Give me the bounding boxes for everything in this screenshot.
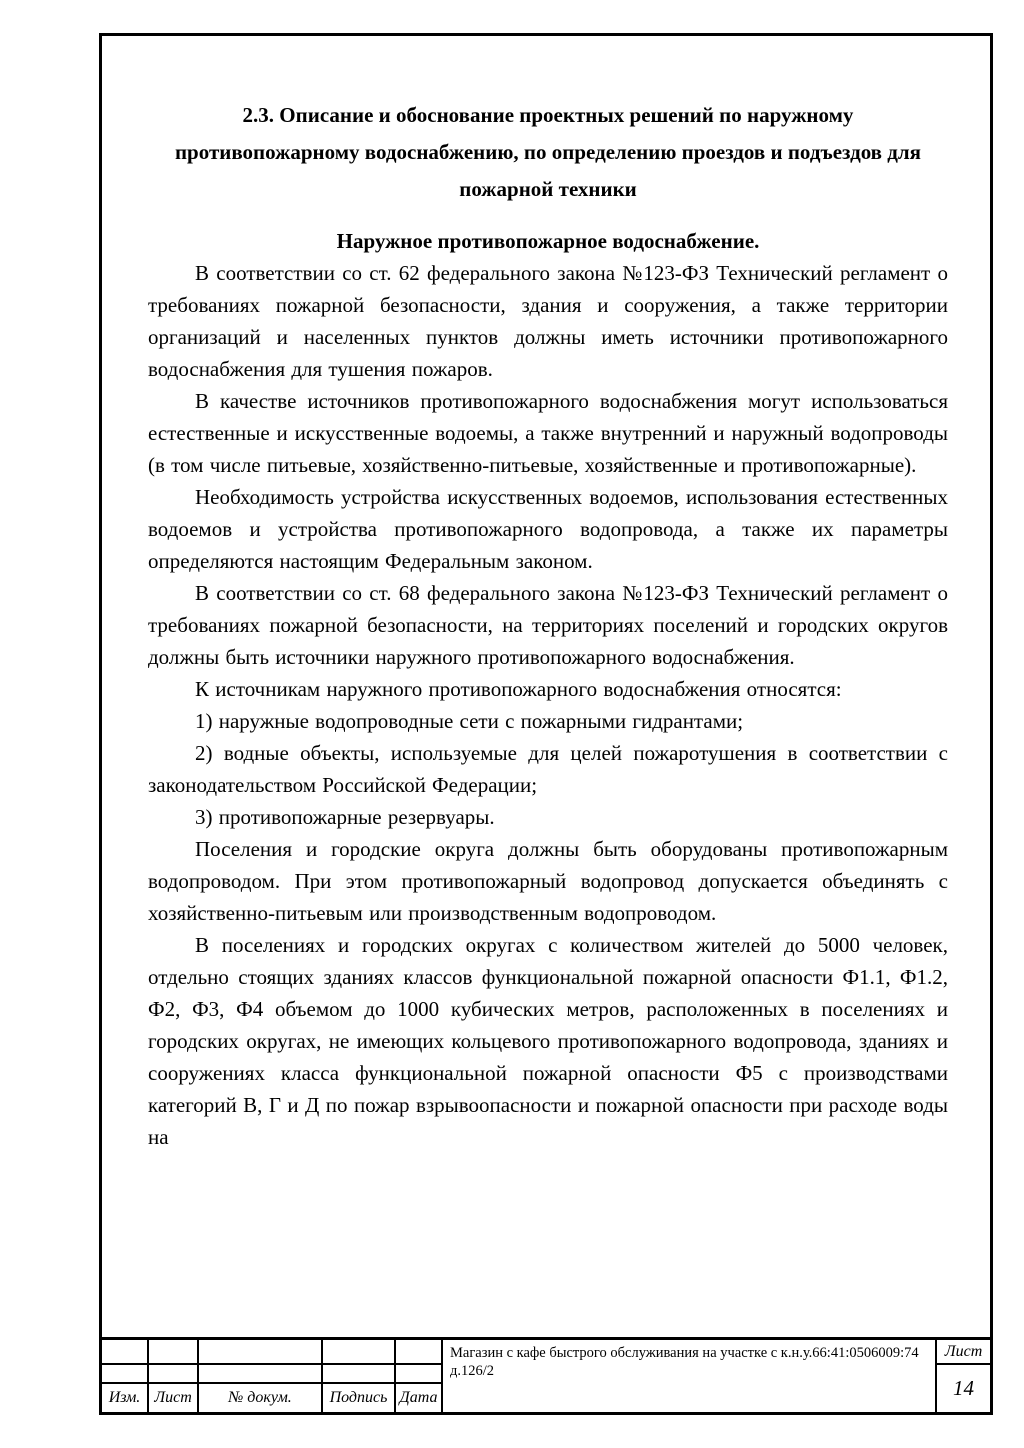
paragraph: В качестве источников противопожарного водоснабжения могут использоваться естественные и искусственные водоемы, а также внутренний и наружный водопроводы (в том числе питьевые, хозяйственно-питьевые, хозяйственные и противопожарные). bbox=[148, 389, 948, 477]
titleblock-empty-cell bbox=[323, 1365, 396, 1384]
title-block bbox=[102, 1337, 990, 1412]
paragraph: Поселения и городские округа должны быть оборудованы противопожарным водопроводом. При этом противопожарный водопровод допускается объединять с хозяйственно-питьевым или производственным водопроводом. bbox=[148, 837, 948, 925]
body-text bbox=[148, 257, 948, 1153]
titleblock-empty-cell bbox=[199, 1340, 323, 1365]
titleblock-empty-cell bbox=[199, 1365, 323, 1384]
titleblock-empty-cell bbox=[396, 1365, 443, 1384]
titleblock-label-podpis: Подпись bbox=[323, 1384, 396, 1412]
list-item: 3) противопожарные резервуары. bbox=[195, 805, 495, 829]
titleblock-empty-cell bbox=[149, 1365, 199, 1384]
titleblock-empty-cell bbox=[102, 1365, 149, 1384]
paragraph: К источникам наружного противопожарного водоснабжения относятся: bbox=[195, 677, 842, 701]
titleblock-empty-cell bbox=[396, 1340, 443, 1365]
page-frame bbox=[99, 33, 993, 1415]
paragraph: Необходимость устройства искусственных водоемов, использования естественных водоемов и устройства противопожарного водопровода, а также их параметры определяются настоящим Федеральным законом. bbox=[148, 485, 948, 573]
titleblock-label-ndokum: № докум. bbox=[199, 1384, 323, 1412]
sheet-number: 14 bbox=[953, 1376, 974, 1400]
list-item: 1) наружные водопроводные сети с пожарными гидрантами; bbox=[195, 709, 744, 733]
list-item: 2) водные объекты, используемые для целей пожаротушения в соответствии с законодательством Российской Федерации; bbox=[148, 741, 948, 797]
titleblock-empty-cell bbox=[323, 1340, 396, 1365]
paragraph: В соответствии со ст. 62 федерального закона №123-ФЗ Технический регламент о требованиях пожарной безопасности, здания и сооружения, а также территории организаций и населенных пунктов должны иметь источники противопожарного водоснабжения для тушения пожаров. bbox=[148, 261, 948, 381]
section-title: 2.3. Описание и обоснование проектных решений по наружному противопожарному водоснабжению, по определению проездов и подъездов для пожарной техники bbox=[174, 103, 922, 201]
titleblock-label-izm: Изм. bbox=[102, 1384, 149, 1412]
subtitle: Наружное противопожарное водоснабжение. bbox=[336, 229, 760, 253]
titleblock-document-title: Магазин с кафе быстрого обслуживания на участке с к.н.у.66:41:0506009:74 д.126/2 bbox=[443, 1340, 937, 1412]
titleblock-label-data: Дата bbox=[396, 1384, 443, 1412]
titleblock-empty-cell bbox=[102, 1340, 149, 1365]
page-content bbox=[102, 36, 990, 1153]
sheet-label: Лист bbox=[937, 1340, 990, 1365]
paragraph: В соответствии со ст. 68 федерального закона №123-ФЗ Технический регламент о требованиях пожарной безопасности, на территориях поселений и городских округов должны быть источники наружного противопожарного водоснабжения. bbox=[148, 581, 948, 669]
paragraph: В поселениях и городских округах с количеством жителей до 5000 человек, отдельно стоящих зданиях классов функциональной пожарной опасности Ф1.1, Ф1.2, Ф2, Ф3, Ф4 объемом до 1000 кубических метров, расположенных в поселениях и городских округах, не имеющих кольцевого противопожарного водопровода, зданиях и сооружениях класса функциональной пожарной опасности Ф5 с производствами категорий В, Г и Д по пожар взрывоопасности и пожарной опасности при расходе воды на bbox=[148, 933, 948, 1149]
titleblock-empty-cell bbox=[149, 1340, 199, 1365]
titleblock-label-list: Лист bbox=[149, 1384, 199, 1412]
